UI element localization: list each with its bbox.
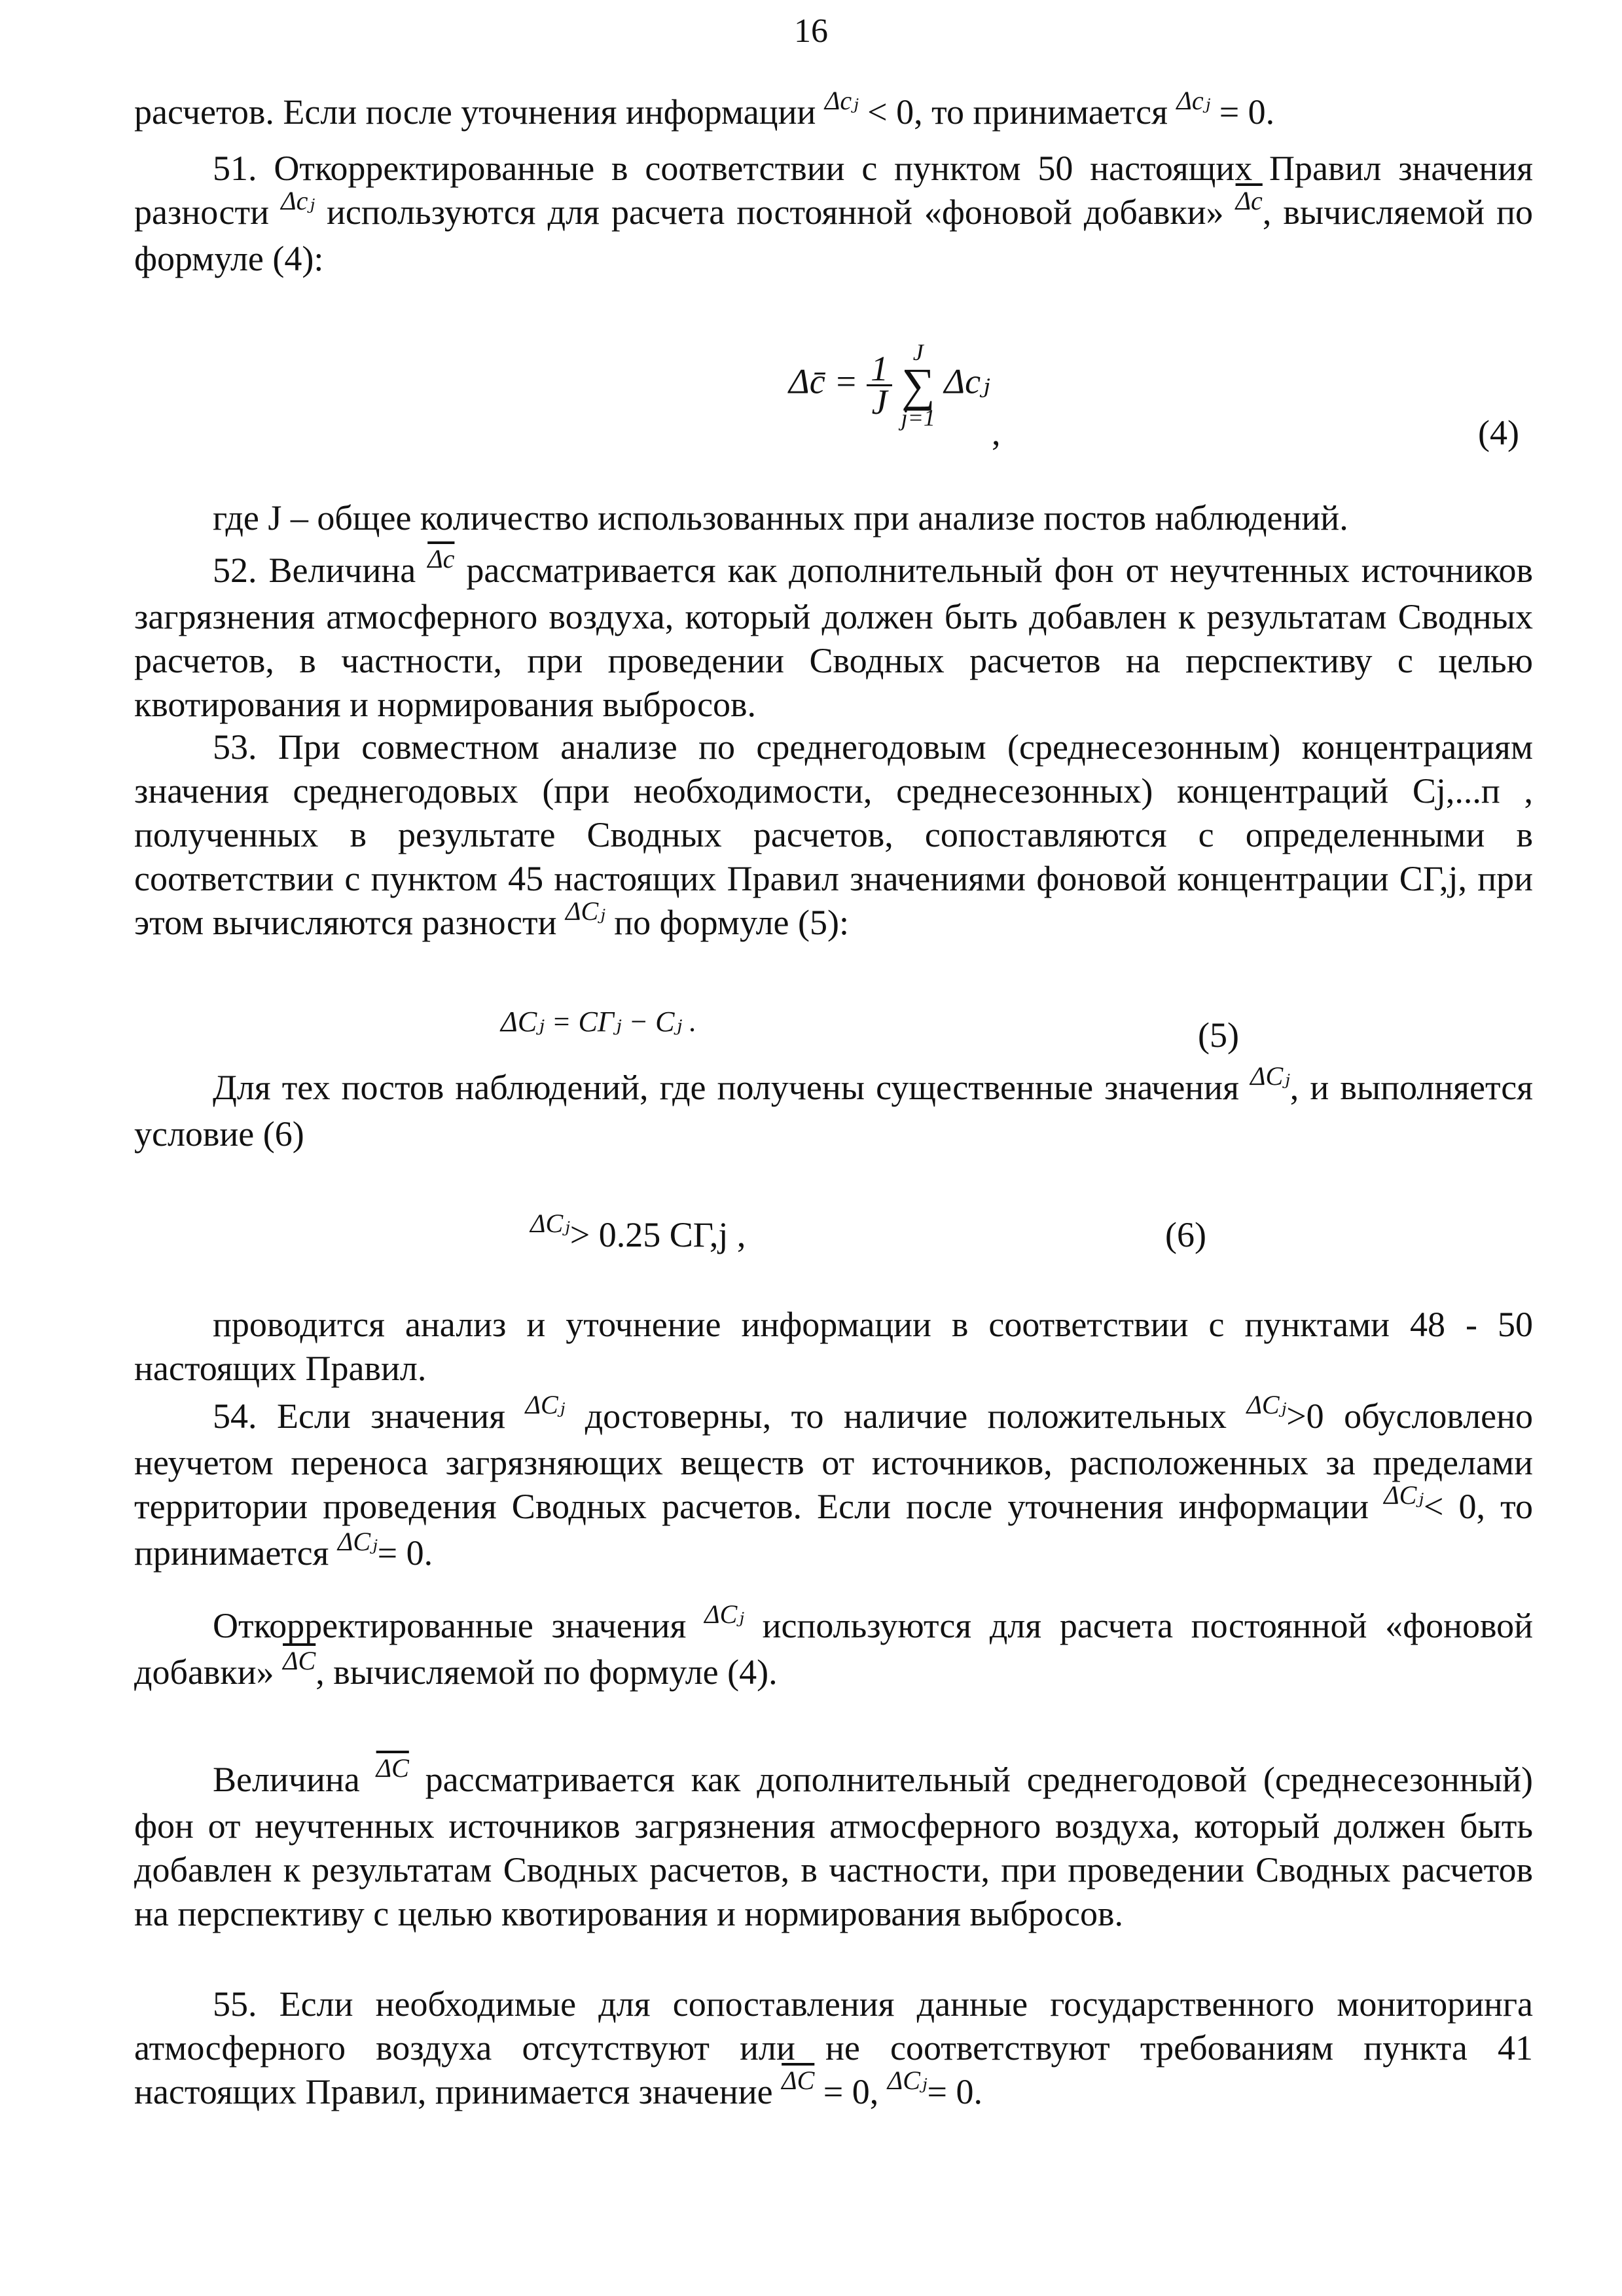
page-number: 16 xyxy=(794,12,828,50)
delta-c-j-symbol: Δcⱼ xyxy=(824,86,859,115)
paragraph-54: 54. Если значения $^{\Delta Cⱼ}$ достоверны, то наличие положительных $^{\Delta Cⱼ}$>0 обусловлено неучетом переноса загрязняющих веществ от источников, расположенных за пределами территории проведения Сводных расчетов. Если после уточнения информации $^{\Delta Cⱼ}$< 0, то принимается $^{\Delta Cⱼ}$= 0. xyxy=(134,1390,1534,1573)
formula-5: ΔCⱼ = CГⱼ − Cⱼ . xyxy=(501,1006,697,1038)
delta-cap-c-j-symbol: ΔCⱼ xyxy=(337,1527,378,1556)
delta-cap-c-bar-symbol: ΔC xyxy=(376,1753,409,1783)
delta-cap-c-j-symbol: ΔCⱼ xyxy=(1384,1480,1424,1510)
delta-c-j-symbol: Δcⱼ xyxy=(1176,86,1211,115)
paragraph-condition: Для тех постов наблюдений, где получены существенные значения $^{\Delta Cⱼ}$, и выполняется условие (6) xyxy=(134,1061,1534,1154)
delta-cap-c-j-symbol: ΔCⱼ xyxy=(1250,1061,1290,1091)
paragraph-51: 51. Откорректированные в соответствии с пунктом 50 настоящих Правил значения разности $^{\Delta cⱼ}$ используются для расчета постоянной «фоновой добавки» $^{\overline{\Delta c}}$, вычисляемой по формуле (4): xyxy=(134,149,1534,278)
formula-4-number: (4) xyxy=(1478,413,1519,452)
paragraph-analysis: проводится анализ и уточнение информации в соответствии с пунктами 48 - 50 настоящих Правил. xyxy=(134,1305,1533,1388)
paragraph-50-end: расчетов. Если после уточнения информации $^{\Delta cⱼ}$ < 0, то принимается $^{\Delta cⱼ}$ = 0. xyxy=(134,86,1275,132)
delta-cap-c-j-symbol: ΔCⱼ xyxy=(566,896,605,926)
formula-6-number: (6) xyxy=(1165,1215,1206,1254)
paragraph-quantity: Величина $^{\overline{\Delta C}}$ рассматривается как дополнительный среднегодовой (среднесезонный) фон от неучтенных источников загрязнения атмосферного воздуха, который должен быть добавлен к результатам Сводных расчетов, в частности, при проведении Сводных расчетов на перспективу с целью квотирования и нормирования выбросов. xyxy=(134,1753,1534,1933)
paragraph-55: 55. Если необходимые для сопоставления данные государственного мониторинга атмосферного воздуха отсутствуют или не соответствуют требованиям пункта 41 настоящих Правил, принимается значение $^{\overline{\Delta C}}$ = 0, $^{\Delta Cⱼ}$= 0. xyxy=(134,1984,1533,2111)
paragraph-corrected: Откорректированные значения $^{\Delta Cⱼ}$ используются для расчета постоянной «фоновой добавки» $^{\overline{\Delta C}}$, вычисляемой по формуле (4). xyxy=(134,1599,1534,1692)
fraction: $\frac{1}{J}$ xyxy=(867,353,892,418)
sum-symbol: J ∑ j=1 xyxy=(901,339,935,431)
delta-cap-c-bar-symbol: ΔC xyxy=(782,2066,815,2095)
delta-cap-c-bar-symbol: ΔC xyxy=(283,1646,316,1675)
paragraph-52: 52. Величина $^{\overline{\Delta c}}$ рассматривается как дополнительный фон от неучтенных источников загрязнения атмосферного воздуха, который должен быть добавлен к результатам Сводных расчетов, в частности, при проведении Сводных расчетов на перспективу с целью квотирования и нормирования выбросов. xyxy=(134,544,1534,724)
formula-4-comma: , xyxy=(992,413,1001,452)
delta-cap-c-j-symbol: ΔCⱼ xyxy=(704,1599,744,1629)
delta-cap-c-j-symbol: ΔCⱼ xyxy=(530,1209,570,1238)
formula-4: Δc̄ = $\frac{1}{J}$ J ∑ j=1 Δcⱼ xyxy=(789,339,990,431)
delta-cap-c-j-symbol: ΔCⱼ xyxy=(1246,1390,1287,1419)
formula-6: $^{\Delta Cⱼ}$> 0.25 CГ,j , xyxy=(530,1209,746,1254)
delta-cap-c-j-symbol: ΔCⱼ xyxy=(525,1390,566,1419)
delta-cap-c-j-symbol: ΔCⱼ xyxy=(887,2066,928,2095)
where-j-note: где J – общее количество использованных при анализе постов наблюдений. xyxy=(213,498,1348,538)
formula-5-number: (5) xyxy=(1198,1015,1239,1055)
delta-c-bar-symbol: Δc xyxy=(427,544,455,574)
delta-c-bar-symbol: Δc xyxy=(1235,186,1263,215)
delta-c-j-symbol: Δcⱼ xyxy=(281,186,315,215)
paragraph-53: 53. При совместном анализе по среднегодовым (среднесезонным) концентрациям значения среднегодовых (при необходимости, среднесезонных) концентраций Cj,...п , полученных в результате Сводных расчетов, сопоставляются с определенными в соответствии с пунктом 45 настоящих Правил значениями фоновой концентрации CГ,j, при этом вычисляются разности $^{\Delta Cⱼ}$ по формуле (5): xyxy=(134,727,1533,942)
